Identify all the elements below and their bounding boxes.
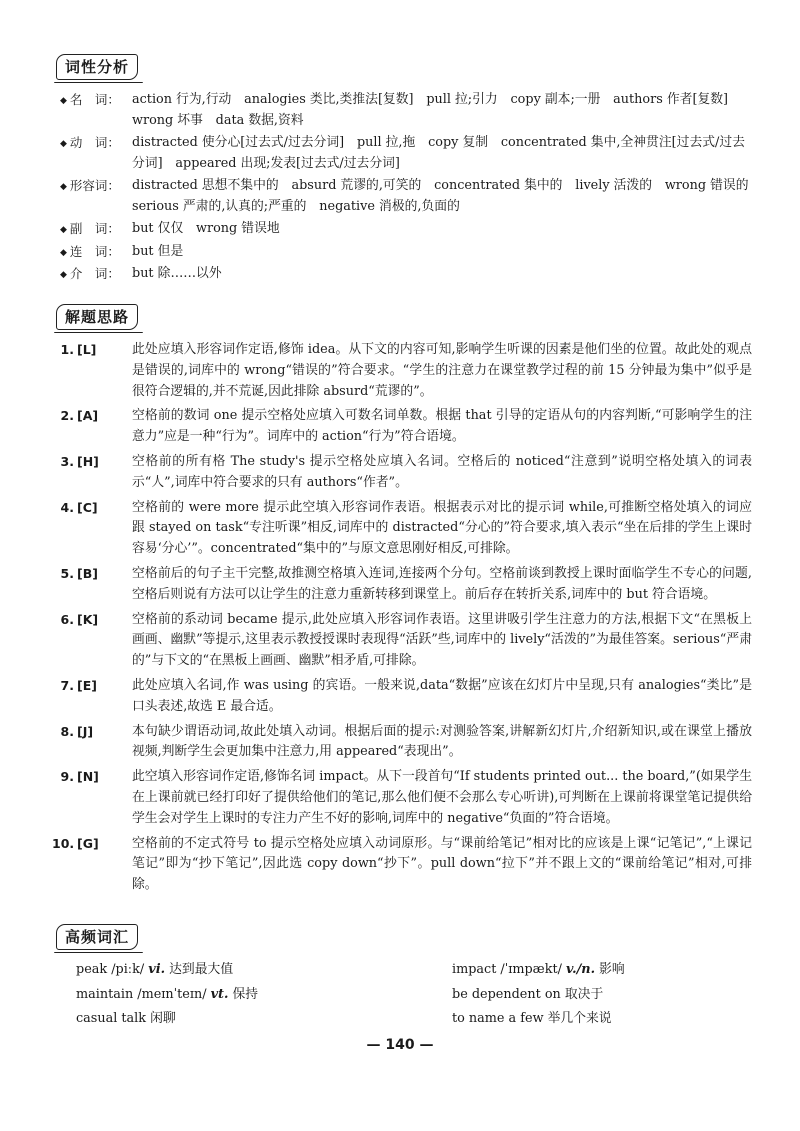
diamond-bullet-icon: ◆ (60, 247, 67, 258)
answer-text: 此空填入形容词作定语,修饰名词 impact。从下一段首句“If students printed out... the board,”(如果学生在上课前就已经打印好了提供给他们的笔记,那么他们便不会那么专心听讲),可判断在上课前将课堂笔记提供给学生会对学生上课时的专注力产生不好的影响,词库中的 negative“负面的”符合语境。 (132, 769, 752, 826)
answer-letter: [L] (77, 342, 97, 357)
diamond-bullet-icon: ◆ (60, 225, 67, 235)
answer-number: 3. (60, 453, 74, 469)
vocab-item (452, 958, 625, 983)
vocab-meaning: 闲聊 (150, 1011, 176, 1026)
answer-text: 空格前的系动词 became 提示,此处应填入形容词作表语。这里讲吸引学生注意力的方法,根据下文“在黑板上画画、幽默”等提示,这里表示教授授课时表现得“活跃”些,词库中的 lively“活泼的”为最佳答案。serious“严肃的”与下文的“在黑板上画画、幽默”相矛盾,可排除。 (132, 611, 752, 669)
answer-item (52, 722, 752, 764)
answer-number: 4. (60, 499, 74, 515)
vocab-meaning: 取决于 (564, 986, 604, 1002)
pos-analysis-section (60, 90, 762, 287)
answer-item (52, 610, 752, 672)
answer-text: 空格前的所有格 The study's 提示空格处应填入名词。空格后的 noticed“注意到”说明空格处填入的词表示“人”,词库中符合要求的只有 authors“作者”。 (132, 453, 752, 490)
pos-label: 介 词： (69, 266, 120, 281)
answer-text: 此处应填入形容词作定语,修饰 idea。从下文的内容可知,影响学生听课的因素是他们坐的位置。故此处的观点是错误的,词库中的 wrong“错误的”符合要求。“学生的注意力在课堂教学过程的前 15 分钟最为集中”似乎是很符合逻辑的,并不荒诞,因此排除 absurd“荒谬的”。 (132, 342, 752, 399)
answer-item (52, 767, 752, 829)
answer-explanations (52, 340, 752, 900)
diamond-bullet-icon: ◆ (60, 270, 67, 280)
pos-content: action 行为,行动 analogies 类比,类推法[复数] pull 拉;引力 copy 副本;一册 authors 作者[复数] wrong 坏事 data 数据,资料 (132, 92, 741, 128)
vocab-word: casual talk (76, 1011, 147, 1026)
pos-content: but 除……以外 (132, 266, 222, 281)
answer-number: 10. (52, 835, 75, 851)
answer-item (52, 676, 752, 718)
answer-number: 5. (60, 565, 74, 581)
answer-letter: [N] (77, 769, 99, 785)
answer-number: 6. (60, 611, 74, 627)
vocab-pos: vt. (210, 986, 229, 1002)
answer-item (52, 452, 752, 494)
answer-number: 7. (60, 677, 74, 693)
answer-letter: [K] (77, 611, 99, 627)
answer-text: 此处应填入名词,作 was using 的宾语。一般来说,data“数据”应该在幻灯片中呈现,只有 analogies“类比”是口头表述,故选 E 最合适。 (132, 677, 752, 714)
pos-label: 名 词： (69, 92, 120, 107)
answer-item (52, 340, 752, 402)
pos-label: 形容词： (69, 178, 120, 193)
answer-text: 空格前后的句子主干完整,故推测空格填入连词,连接两个分句。空格前谈到教授上课时面临学生不专心的问题,空格后则说有方法可以让学生的注意力重新转移到课堂上。前后存在转折关系,词库中的 but 符合语境。 (132, 565, 752, 602)
pos-content: but 仅仅 wrong 错误地 (132, 221, 280, 236)
vocab-item (452, 983, 625, 1008)
answer-number: 1. (60, 342, 74, 357)
answer-text: 空格前的数词 one 提示空格处应填入可数名词单数。根据 that 引导的定语从句的内容判断,“可影响学生的注意力”应是一种“行为”。词库中的 action“行为”符合语境。 (132, 408, 752, 445)
vocab-meaning: 影响 (599, 962, 625, 977)
vocab-item (76, 983, 258, 1008)
answer-text: 空格前的不定式符号 to 提示空格处应填入动词原形。与“课前给笔记”相对比的应该是上课“记笔记”,“上课记笔记”即为“抄下笔记”,因此选 copy down“抄下”。pull down“拉下”并不跟上文的“课前给笔记”相对,可排除。 (132, 835, 752, 893)
vocab-word: peak /piːk/ (76, 962, 145, 977)
vocab-meaning: 保持 (232, 986, 259, 1002)
vocab-meaning: 举几个来说 (547, 1011, 612, 1026)
vocab-item (76, 1007, 258, 1032)
pos-label: 动 词： (69, 135, 120, 150)
diamond-bullet-icon: ◆ (60, 182, 67, 192)
pos-label: 连 词： (69, 243, 120, 259)
pos-row-adverb (60, 219, 750, 240)
vocab-word: to name a few (452, 1011, 544, 1026)
pos-analysis-heading: 词性分析 (56, 54, 138, 80)
vocab-pos: vi. (148, 962, 166, 977)
answer-number: 8. (60, 723, 74, 739)
vocab-meaning: 达到最大值 (169, 962, 234, 977)
vocab-word: maintain /meɪnˈteɪn/ (76, 986, 207, 1002)
vocab-pos: v./n. (566, 962, 596, 977)
vocab-list-right (452, 958, 625, 1032)
answer-letter: [B] (77, 565, 98, 581)
answer-number: 2. (60, 408, 74, 424)
vocab-word: be dependent on (452, 986, 561, 1002)
pos-row-preposition (60, 264, 750, 285)
vocab-item (76, 958, 258, 983)
pos-content: but 但是 (132, 243, 184, 259)
pos-row-noun (60, 90, 750, 131)
pos-label: 副 词： (69, 221, 120, 236)
answer-letter: [C] (77, 499, 98, 515)
answer-letter: [E] (77, 677, 97, 693)
vocab-word: impact /ˈɪmpækt/ (452, 962, 562, 977)
answer-item (52, 564, 752, 606)
answer-item (52, 498, 752, 560)
answer-item (52, 834, 752, 896)
diamond-bullet-icon: ◆ (60, 96, 67, 106)
answer-number: 9. (60, 769, 74, 785)
vocab-heading: 高频词汇 (56, 924, 138, 950)
answer-text: 空格前的 were more 提示此空填入形容词作表语。根据表示对比的提示词 while,可推断空格处填入的词应跟 stayed on task“专注听课”相反,词库中的 distracted“分心的”符合要求,填入表示“坐在后排的学生上课时容易‘分心’”。concentrated“集中的”与原文意思刚好相反,可排除。 (132, 499, 752, 557)
answer-item (52, 406, 752, 448)
answer-letter: [G] (77, 835, 99, 851)
answer-letter: [H] (77, 453, 99, 469)
diamond-bullet-icon: ◆ (60, 139, 67, 149)
answer-letter: [J] (77, 723, 94, 739)
page-number: — 140 — (366, 1037, 434, 1053)
pos-row-verb (60, 133, 750, 174)
pos-row-adjective (60, 176, 762, 217)
pos-row-conjunction (60, 242, 750, 263)
vocab-list-left (76, 958, 258, 1032)
pos-content: distracted 思想不集中的 absurd 荒谬的,可笑的 concentrated 集中的 lively 活泼的 wrong 错误的 serious 严肃的,认真的;严重的 negative 消极的,负面的 (132, 178, 762, 214)
vocab-item (452, 1007, 625, 1032)
solution-heading: 解题思路 (56, 304, 138, 330)
answer-letter: [A] (77, 408, 99, 424)
answer-text: 本句缺少谓语动词,故此处填入动词。根据后面的提示:对测验答案,讲解新幻灯片,介绍新知识,或在课堂上播放视频,判断学生会更加集中注意力,用 appeared“表现出”。 (132, 723, 752, 760)
pos-content: distracted 使分心[过去式/过去分词] pull 拉,拖 copy 复制 concentrated 集中,全神贯注[过去式/过去分词] appeared 出现;发表[过去式/过去分词] (132, 135, 745, 171)
